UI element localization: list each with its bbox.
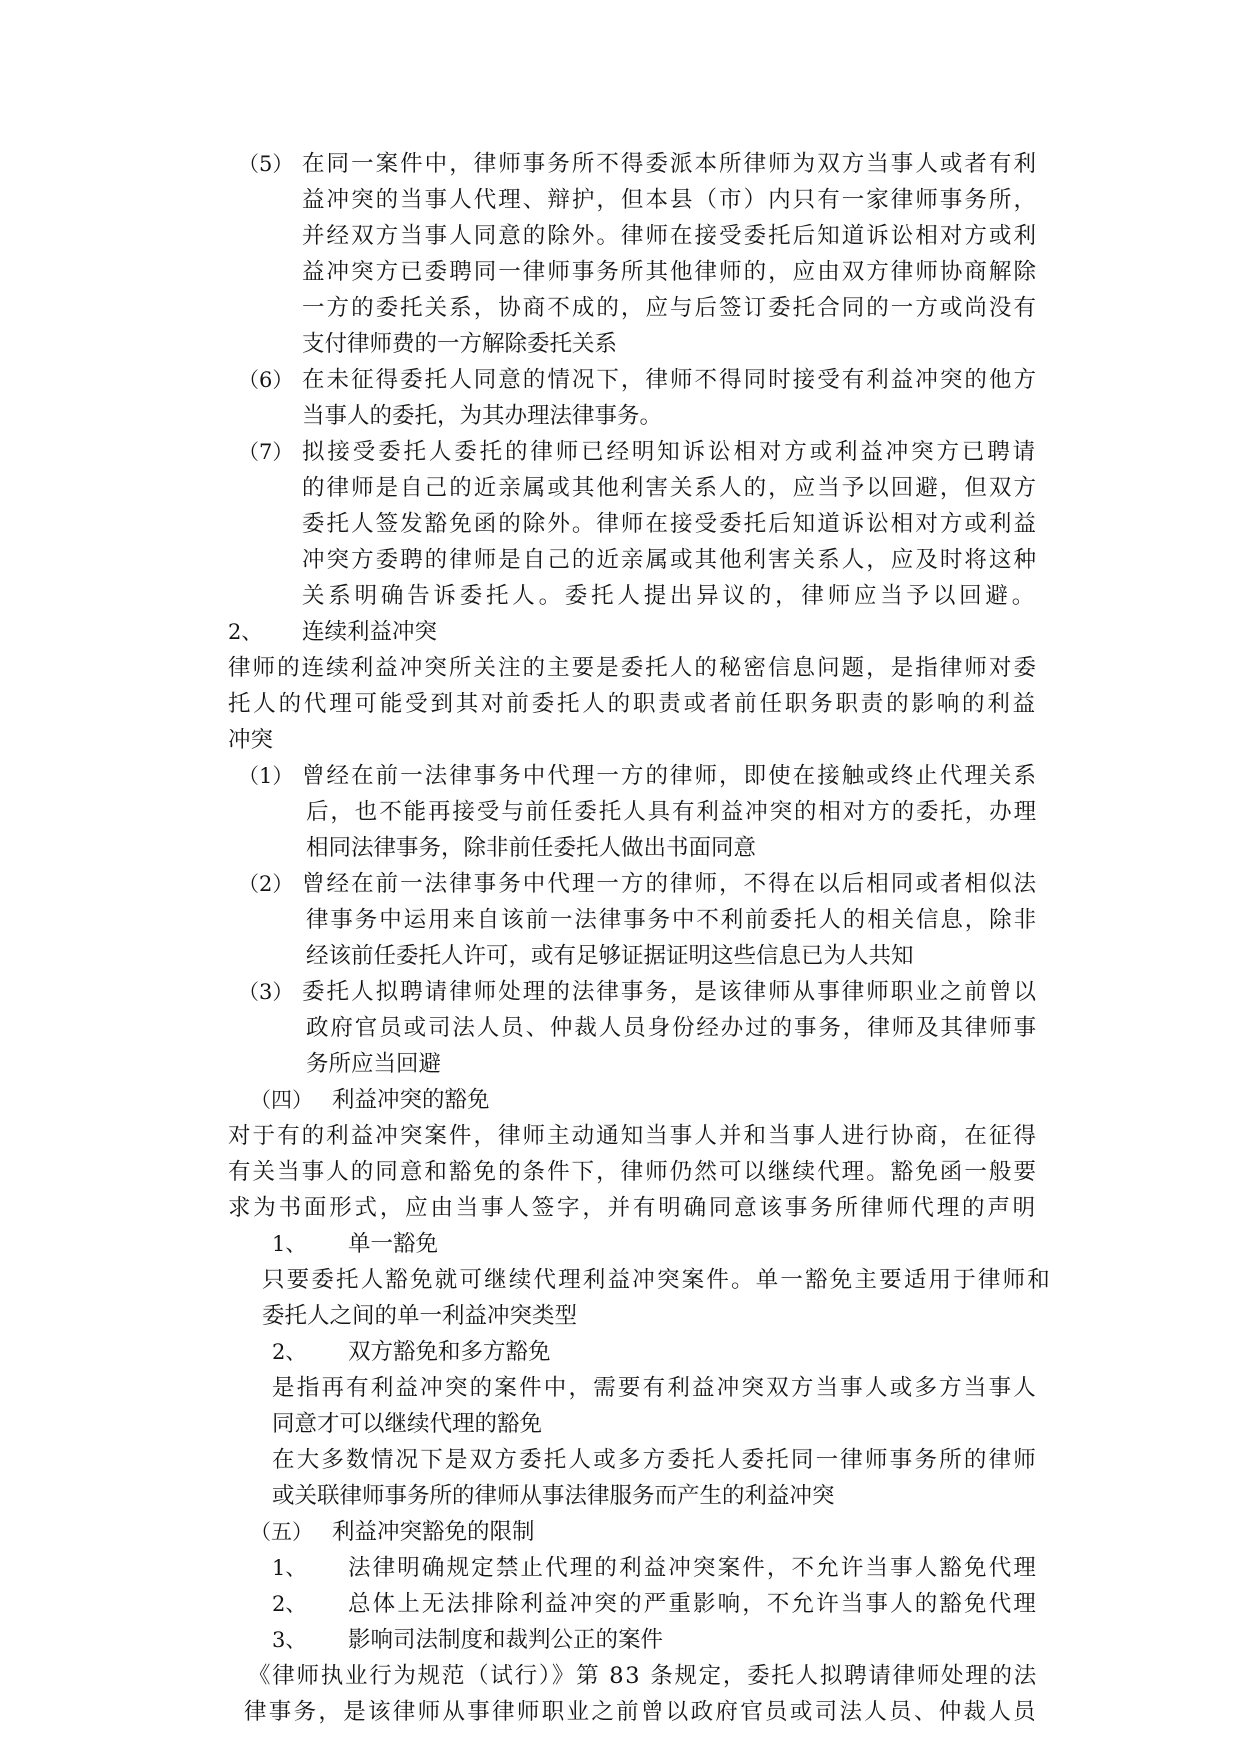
text-line: 的律师是自己的近亲属或其他利害关系人的，应当予以回避，但双方 [302,475,1038,501]
text-line: 双方豁免和多方豁免 [348,1339,551,1365]
item-number: 1、 [272,1232,307,1256]
text-line: 拟接受委托人委托的律师已经明知诉讼相对方或利益冲突方已聘请 [302,439,1038,465]
text-line: 是指再有利益冲突的案件中，需要有利益冲突双方当事人或多方当事人 [272,1375,1038,1401]
text-line: 委托人之间的单一利益冲突类型 [262,1303,578,1329]
item-number: 2、 [272,1592,307,1616]
text-line: 律师的连续利益冲突所关注的主要是委托人的秘密信息问题，是指律师对委 [228,655,1038,681]
text-line: 并经双方当事人同意的除外。律师在接受委托后知道诉讼相对方或利 [302,223,1038,249]
text-line: 托人的代理可能受到其对前委托人的职责或者前任职务职责的影响的利益 [228,691,1038,717]
text-line: 利益冲突的豁免 [332,1087,490,1113]
text-line: 在同一案件中，律师事务所不得委派本所律师为双方当事人或者有利 [302,151,1038,177]
item-number: （2） [238,872,294,896]
text-line: 益冲突的当事人代理、辩护，但本县（市）内只有一家律师事务所， [302,187,1038,213]
text-line: 政府官员或司法人员、仲裁人员身份经办过的事务，律师及其律师事 [306,1015,1038,1041]
text-line: 在大多数情况下是双方委托人或多方委托人委托同一律师事务所的律师 [272,1447,1038,1473]
text-line: 影响司法制度和裁判公正的案件 [348,1627,664,1653]
text-line: 关系明确告诉委托人。委托人提出异议的，律师应当予以回避。 [302,583,1038,609]
text-line: 只要委托人豁免就可继续代理利益冲突案件。单一豁免主要适用于律师和 [262,1267,1052,1293]
text-line: 对于有的利益冲突案件，律师主动通知当事人并和当事人进行协商，在征得 [228,1123,1038,1149]
text-line: 总体上无法排除利益冲突的严重影响，不允许当事人的豁免代理 [348,1591,1038,1617]
text-line: 支付律师费的一方解除委托关系 [302,331,618,357]
item-number: （1） [238,764,294,788]
text-line: 务所应当回避 [306,1051,442,1077]
text-line: 法律明确规定禁止代理的利益冲突案件，不允许当事人豁免代理 [348,1555,1038,1581]
item-number: 3、 [272,1628,307,1652]
text-line: 益冲突方已委聘同一律师事务所其他律师的，应由双方律师协商解除 [302,259,1038,285]
item-number: （6） [238,368,294,392]
text-line: 同意才可以继续代理的豁免 [272,1411,543,1437]
text-line: 后，也不能再接受与前任委托人具有利益冲突的相对方的委托，办理 [306,799,1038,825]
text-line: 委托人拟聘请律师处理的法律事务，是该律师从事律师职业之前曾以 [302,979,1038,1005]
text-line: 有关当事人的同意和豁免的条件下，律师仍然可以继续代理。豁免函一般要 [228,1159,1038,1185]
text-line: 曾经在前一法律事务中代理一方的律师，不得在以后相同或者相似法 [302,871,1038,897]
text-line: 冲突 [228,727,274,753]
item-number: （五） [250,1520,313,1544]
text-line: 《律师执业行为规范（试行）》第 83 条规定，委托人拟聘请律师处理的法 [248,1663,1038,1689]
text-line: 律事务，是该律师从事律师职业之前曾以政府官员或司法人员、仲裁人员 [244,1699,1038,1725]
text-line: 委托人签发豁免函的除外。律师在接受委托后知道诉讼相对方或利益 [302,511,1038,537]
item-number: 1、 [272,1556,307,1580]
text-line: 律事务中运用来自该前一法律事务中不利前委托人的相关信息，除非 [306,907,1038,933]
item-number: （7） [238,440,294,464]
item-number: 2、 [228,620,263,644]
text-line: 经该前任委托人许可，或有足够证据证明这些信息已为人共知 [306,943,914,969]
text-line: 冲突方委聘的律师是自己的近亲属或其他利害关系人，应及时将这种 [302,547,1038,573]
item-number: （5） [238,152,294,176]
text-line: 当事人的委托，为其办理法律事务。 [302,403,663,429]
text-line: 相同法律事务，除非前任委托人做出书面同意 [306,835,757,861]
text-line: 单一豁免 [348,1231,439,1257]
item-number: （3） [238,980,294,1004]
item-number: 2、 [272,1340,307,1364]
text-line: 求为书面形式，应由当事人签字，并有明确同意该事务所律师代理的声明 [228,1195,1038,1221]
text-line: 利益冲突豁免的限制 [332,1519,535,1545]
text-line: 曾经在前一法律事务中代理一方的律师，即使在接触或终止代理关系 [302,763,1038,789]
item-number: （四） [250,1088,313,1112]
text-line: 或关联律师事务所的律师从事法律服务而产生的利益冲突 [272,1483,835,1509]
text-line: 一方的委托关系，协商不成的，应与后签订委托合同的一方或尚没有 [302,295,1038,321]
text-line: 在未征得委托人同意的情况下，律师不得同时接受有利益冲突的他方 [302,367,1038,393]
text-line: 连续利益冲突 [302,619,438,645]
